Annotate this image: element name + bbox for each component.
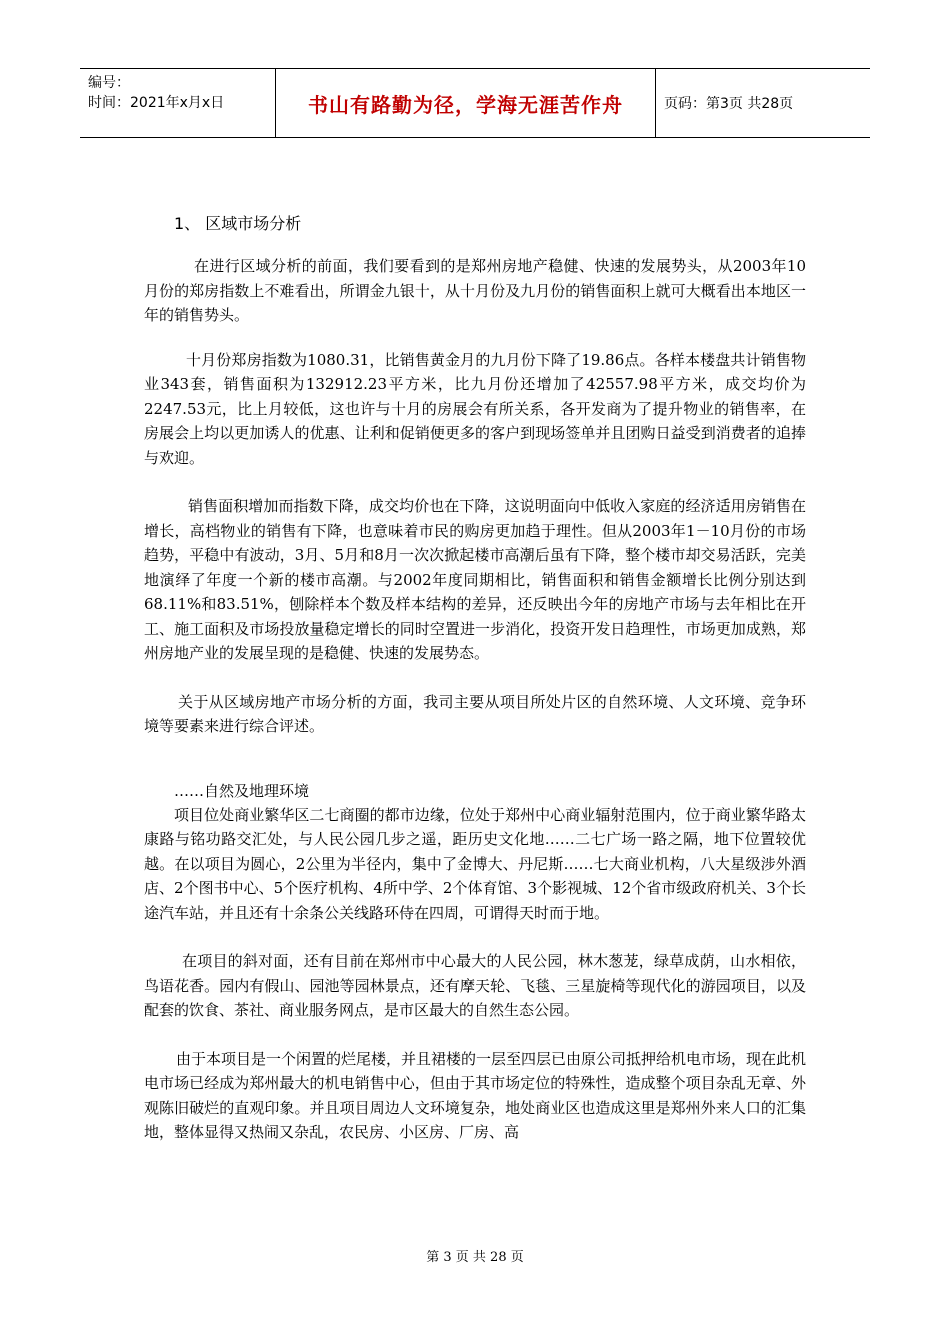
header-meta (80, 69, 276, 137)
paragraph: 销售面积增加而指数下降，成交均价也在下降，这说明面向中低收入家庭的经济适用房销售在增长，高档物业的销售有下降，也意味着市民的购房更加趋于理性。但从2003年1－10月份的市场趋势，平稳中有波动，3月、5月和8月一次次掀起楼市高潮后虽有下降，整个楼市却交易活跃，完美地演绎了年度一个新的楼市高潮。与2002年度同期相比，销售面积和销售金额增长比例分别达到68.11%和83.51%，刨除样本个数及样本结构的差异，还反映出今年的房地产市场与去年相比在开工、施工面积及市场投放量稳定增长的同时空置进一步消化，投资开发日趋理性，市场更加成熟，郑州房地产业的发展呈现的是稳健、快速的发展势态。 (144, 497, 806, 662)
document-date-label: 时间：2021年x月x日 (88, 95, 225, 111)
document-body (144, 200, 806, 1145)
page-footer: 第 3 页 共 28 页 (426, 1250, 524, 1265)
document-header (80, 68, 870, 138)
document-number-label: 编号： (88, 75, 130, 91)
paragraph: 在项目的斜对面，还有目前在郑州市中心最大的人民公园，林木葱茏，绿草成荫，山水相依，鸟语花香。园内有假山、园池等园林景点，还有摩天轮、飞毯、三星旋椅等现代化的游园项目，以及配套的饮食、茶社、商业服务网点，是市区最大的自然生态公园。 (144, 952, 806, 1019)
paragraph: 在进行区域分析的前面，我们要看到的是郑州房地产稳健、快速的发展势头，从2003年10月份的郑房指数上不难看出，所谓金九银十，从十月份及九月份的销售面积上就可大概看出本地区一年的销售势头。 (144, 257, 806, 324)
subsection-title: ……自然及地理环境 (174, 781, 310, 800)
header-page-info: 页码：第3页 共28页 (664, 96, 794, 112)
header-motto-cell (276, 69, 656, 137)
paragraph: 由于本项目是一个闲置的烂尾楼，并且裙楼的一层至四层已由原公司抵押给机电市场，现在此机电市场已经成为郑州最大的机电销售中心，但由于其市场定位的特殊性，造成整个项目杂乱无章、外观陈旧破烂的直观印象。并且项目周边人文环境复杂，地处商业区也造成这里是郑州外来人口的汇集地，整体显得又热闹又杂乱，农民房、小区房、厂房、高 (144, 1049, 807, 1141)
paragraph: 关于从区域房地产市场分析的方面，我司主要从项目所处片区的自然环境、人文环境、竞争环境等要素来进行综合评述。 (144, 692, 806, 735)
header-page-cell (656, 69, 870, 137)
paragraph: 十月份郑房指数为1080.31，比销售黄金月的九月份下降了19.86点。各样本楼盘共计销售物业343套，销售面积为132912.23平方米，比九月份还增加了42557.98平方米，成交均价为2247.53元，比上月较低，这也许与十月的房展会有所关系，各开发商为了提升物业的销售率，在房展会上均以更加诱人的优惠、让利和促销便更多的客户到现场签单并且团购日益受到消费者的追捧与欢迎。 (144, 350, 806, 467)
header-motto: 书山有路勤为径，学海无涯苦作舟 (308, 92, 623, 117)
section-title: 1、 区域市场分析 (174, 214, 302, 233)
paragraph: 项目位处商业繁华区二七商圈的都市边缘，位处于郑州中心商业辐射范围内，位于商业繁华路太康路与铭功路交汇处，与人民公园几步之遥，距历史文化地……二七广场一路之隔，地下位置较优越。在以项目为圆心，2公里为半径内，集中了金博大、丹尼斯……七大商业机构，八大星级涉外酒店、2个图书中心、5个医疗机构、4所中学、2个体育馆、3个影视城、12个省市级政府机关、3个长途汽车站，并且还有十余条公关线路环侍在四周，可谓得天时而于地。 (144, 805, 806, 922)
